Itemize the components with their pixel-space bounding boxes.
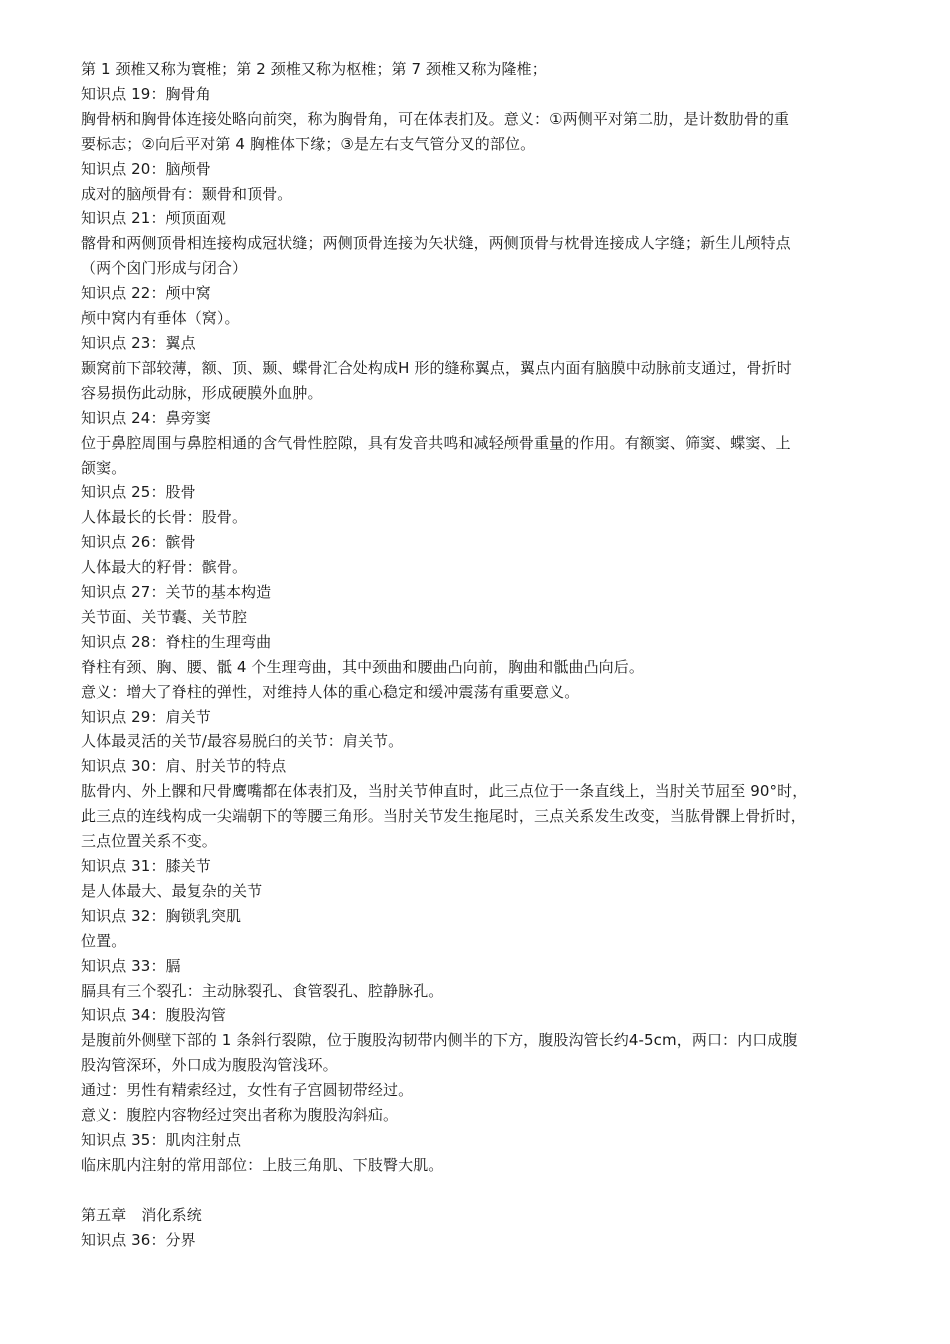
section-heading: 知识点 34：腹股沟管: [81, 1006, 226, 1025]
text-line: 颞窝前下部较薄，额、顶、颞、蝶骨汇合处构成H 形的缝称翼点，翼点内面有脑膜中动脉前支通过，骨折时: [81, 358, 792, 377]
section-heading: 知识点 19：胸骨角: [81, 84, 211, 103]
section-heading: 知识点 30：肩、肘关节的特点: [81, 757, 287, 776]
section-heading: 知识点 26：髌骨: [81, 533, 196, 552]
section-heading: 知识点 22：颅中窝: [81, 284, 211, 303]
section-heading: 知识点 35：肌肉注射点: [81, 1130, 242, 1149]
section-heading: 知识点 36：分界: [81, 1230, 196, 1249]
text-line: 三点位置关系不变。: [81, 832, 217, 851]
section-heading: 知识点 27：关节的基本构造: [81, 583, 272, 602]
blank-line: [81, 1178, 876, 1203]
text-line: 通过：男性有精索经过，女性有子宫圆韧带经过。: [81, 1081, 414, 1100]
text-line: 是人体最大、最复杂的关节: [81, 881, 263, 900]
text-line: 要标志；②向后平对第 4 胸椎体下缘；③是左右支气管分叉的部位。: [81, 134, 536, 153]
section-heading: 知识点 33：膈: [81, 956, 181, 975]
section-heading: 知识点 32：胸锁乳突肌: [81, 906, 242, 925]
text-line: 第 1 颈椎又称为寰椎；第 2 颈椎又称为枢椎；第 7 颈椎又称为隆椎；: [81, 60, 547, 78]
text-line: 意义：增大了脊柱的弹性，对维持人体的重心稳定和缓冲震荡有重要意义。: [81, 682, 580, 701]
section-heading: 知识点 20：脑颅骨: [81, 159, 211, 178]
text-line: 意义：腹腔内容物经过突出者称为腹股沟斜疝。: [81, 1106, 399, 1125]
text-line: 肱骨内、外上髁和尺骨鹰嘴都在体表扪及，当肘关节伸直时，此三点位于一条直线上，当肘关节屈至 90°时，: [81, 782, 808, 801]
text-line: 脊柱有颈、胸、腰、骶 4 个生理弯曲，其中颈曲和腰曲凸向前，胸曲和骶曲凸向后。: [81, 657, 644, 676]
text-line: 颅中窝内有垂体（窝）。: [81, 309, 240, 328]
text-line: 成对的脑颅骨有：颞骨和顶骨。: [81, 184, 293, 203]
text-line: 人体最灵活的关节/最容易脱臼的关节：肩关节。: [81, 732, 404, 751]
text-line: 髂骨和两侧顶骨相连接构成冠状缝；两侧顶骨连接为矢状缝，两侧顶骨与枕骨连接成人字缝；新生儿颅特点: [81, 234, 791, 253]
section-heading: 知识点 25：股骨: [81, 483, 196, 502]
text-line: 颌窦。: [81, 458, 127, 477]
text-line: 位于鼻腔周围与鼻腔相通的含气骨性腔隙，具有发音共鸣和减轻颅骨重量的作用。有额窦、筛窦、蝶窦、上: [81, 433, 791, 452]
text-line: （两个囟门形成与闭合）: [81, 259, 248, 278]
text-line: 此三点的连线构成一尖端朝下的等腰三角形。当肘关节发生拖尾时，三点关系发生改变，当肱骨髁上骨折时，: [81, 807, 806, 826]
text-line: 胸骨柄和胸骨体连接处略向前突，称为胸骨角，可在体表扪及。意义：①两侧平对第二肋，是计数肋骨的重: [81, 109, 790, 128]
section-heading: 知识点 24：鼻旁窦: [81, 408, 211, 427]
text-line: 人体最长的长骨：股骨。: [81, 508, 248, 527]
text-line: 临床肌内注射的常用部位：上肢三角肌、下肢臀大肌。: [81, 1155, 444, 1174]
chapter-heading: 第五章 消化系统: [81, 1205, 202, 1224]
document-page: [81, 57, 876, 1252]
text-line: 人体最大的籽骨：髌骨。: [81, 558, 248, 577]
section-heading: 知识点 29：肩关节: [81, 707, 211, 726]
text-line: 股沟管深环，外口成为腹股沟管浅环。: [81, 1056, 338, 1075]
text-line: 位置。: [81, 931, 127, 950]
section-heading: 知识点 23：翼点: [81, 333, 196, 352]
text-line: 膈具有三个裂孔：主动脉裂孔、食管裂孔、腔静脉孔。: [81, 981, 444, 1000]
section-heading: 知识点 21：颅顶面观: [81, 209, 226, 228]
text-line: 容易损伤此动脉，形成硬膜外血肿。: [81, 383, 323, 402]
text-line: 关节面、关节囊、关节腔: [81, 607, 248, 626]
text-line: 是腹前外侧壁下部的 1 条斜行裂隙，位于腹股沟韧带内侧半的下方，腹股沟管长约4-5cm，两口：内口成腹: [81, 1031, 798, 1050]
section-heading: 知识点 31：膝关节: [81, 857, 211, 875]
section-heading: 知识点 28：脊柱的生理弯曲: [81, 632, 272, 651]
